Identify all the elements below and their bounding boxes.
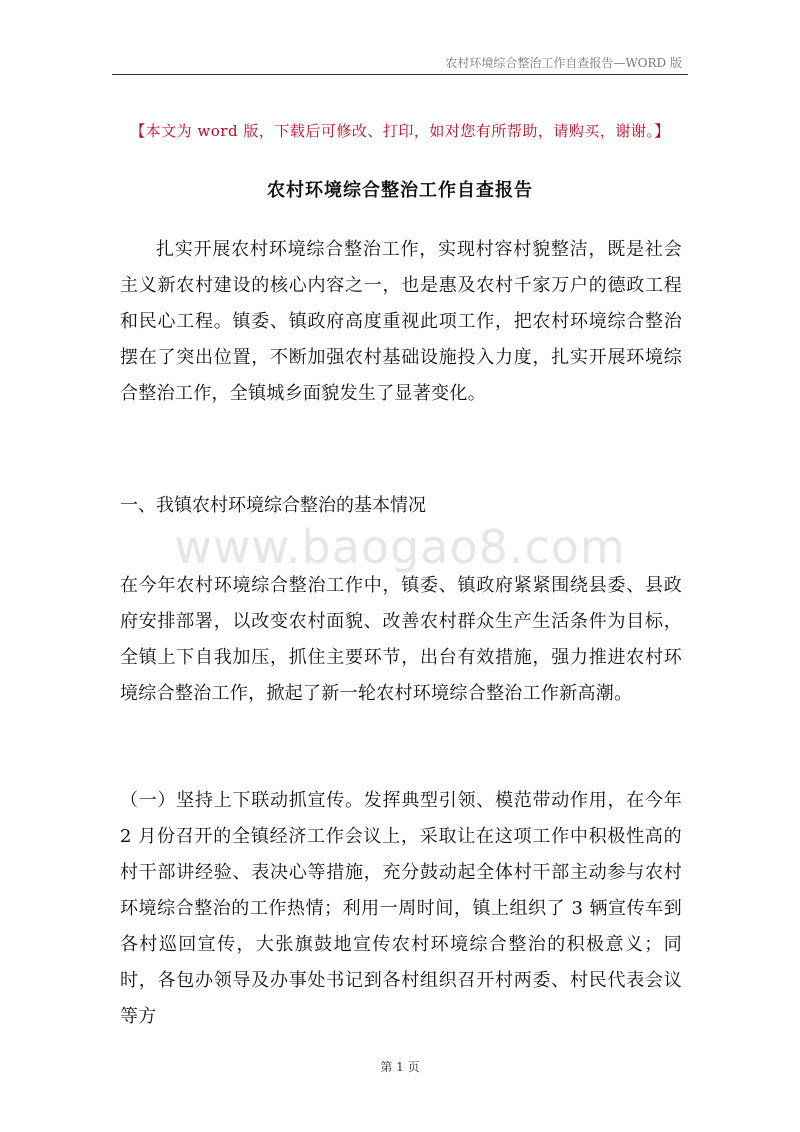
section-heading: 一、我镇农村环境综合整治的基本情况: [120, 495, 426, 516]
body-paragraph: （一）坚持上下联动抓宣传。发挥典型引领、模范带动作用，在今年 2 月份召开的全镇经济工作会议上，采取让在这项工作中积极性高的村干部讲经验、表决心等措施，充分鼓动起全体村干部主动参与农村环境综合整治的工作热情；利用一周时间，镇上组织了 3 辆宣传车到各村巡回宣传，大张旗鼓地宣传农村环境综合整治的积极意义；同时，各包办领导及办事处书记到各村组织召开村两委、村民代表会议等方: [120, 790, 682, 1027]
intro-paragraph: 扎实开展农村环境综合整治工作，实现村容村貌整洁，既是社会主义新农村建设的核心内容之一，也是惠及农村千家万户的德政工程和民心工程。镇委、镇政府高度重视此项工作，把农村环境综合整治摆在了突出位置，不断加强农村基础设施投入力度，扎实开展环境综合整治工作，全镇城乡面貌发生了显著变化。: [120, 239, 682, 404]
watermark: www.baogao8.com: [174, 520, 626, 574]
document-title: 农村环境综合整治工作自查报告: [267, 180, 533, 201]
header-divider: [112, 74, 688, 75]
body-paragraph: 在今年农村环境综合整治工作中，镇委、镇政府紧紧围绕县委、县政府安排部署，以改变农村面貌、改善农村群众生产生活条件为目标，全镇上下自我加压，抓住主要环节，出台有效措施，强力推进农村环境综合整治工作，掀起了新一轮农村环境综合整治工作新高潮。: [120, 575, 682, 704]
purchase-notice: 【本文为 word 版，下载后可修改、打印，如对您有所帮助，请购买，谢谢。】: [130, 122, 670, 140]
running-header: 农村环境综合整治工作自查报告—WORD 版: [445, 56, 682, 70]
page-number: 第 1 页: [380, 1060, 420, 1074]
